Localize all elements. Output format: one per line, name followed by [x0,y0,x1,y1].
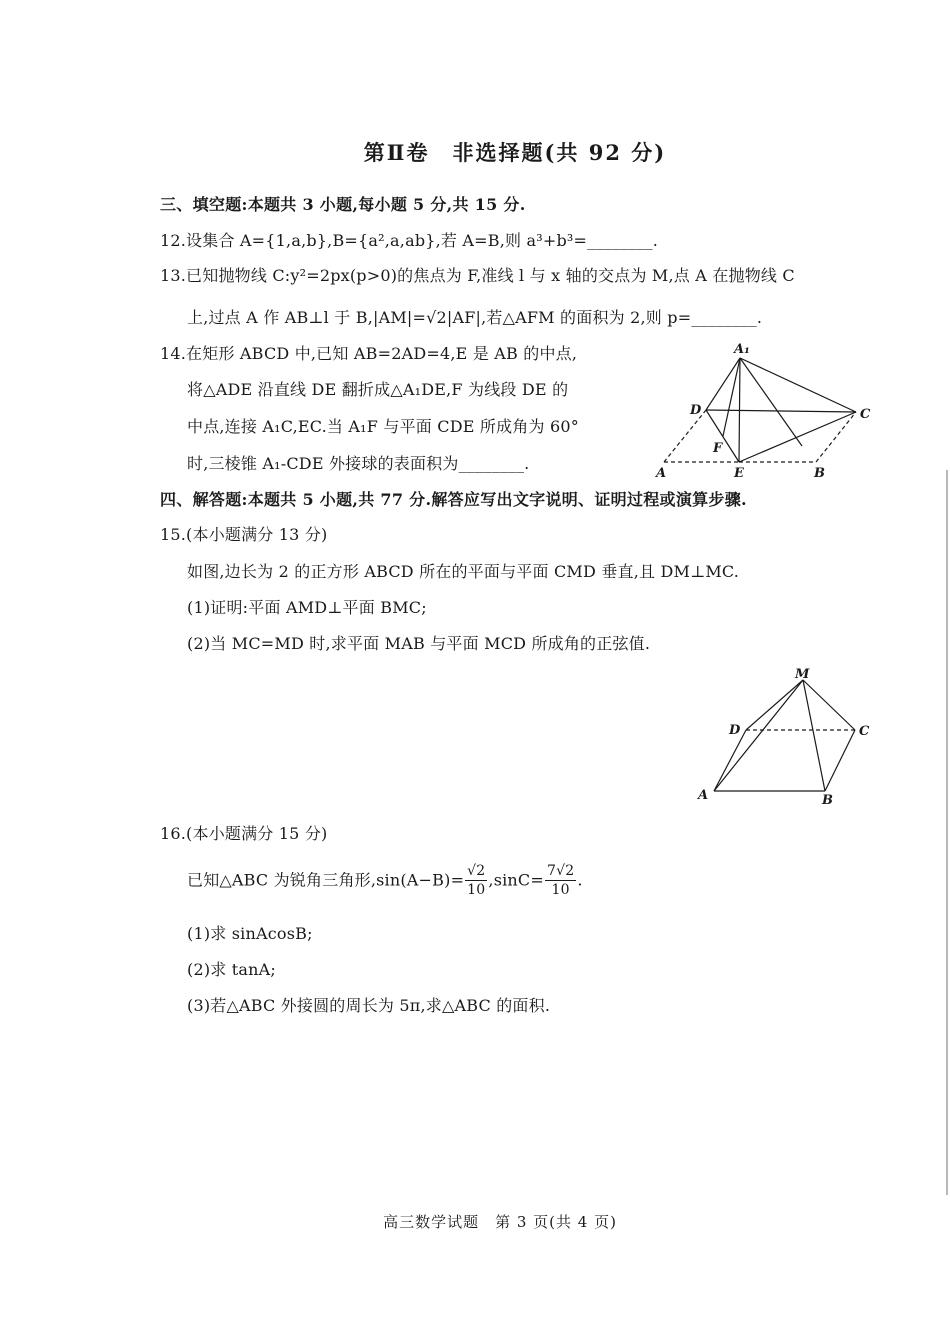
fig15-label-b: B [822,793,833,808]
fig15-label-c: C [859,724,870,739]
fig15-edge-mb [803,680,825,791]
question-14-line1: 14.在矩形 ABCD 中,已知 AB=2AD=4,E 是 AB 的中点, [160,344,578,363]
q16-frac2-numerator: 7√2 [546,863,575,879]
fig14-edge-de [706,410,739,462]
question-15-text: 如图,边长为 2 的正方形 ABCD 所在的平面与平面 CMD 垂直,且 DM⊥MC. [187,562,740,581]
q16-frac1-numerator: √2 [467,863,486,879]
fig14-edge-a1-mid [740,358,802,446]
fig15-edge-md [746,680,803,730]
fig14-edge-bc [816,412,856,462]
fig14-label-b: B [814,466,825,481]
fig14-label-e: E [734,466,744,481]
fig14-label-c: C [860,407,871,422]
fig14-edge-a1c [740,358,856,412]
question-13-line2: 上,过点 A 作 AB⊥l 于 B,|AM|=√2|AF|,若△AFM 的面积为 2,则 p=________. [187,308,763,327]
section4-heading: 四、解答题:本题共 5 小题,共 77 分.解答应写出文字说明、证明过程或演算步骤. [160,490,747,509]
q16-frac1-denominator: 10 [467,882,486,898]
question-16-part3: (3)若△ABC 外接圆的周长为 5π,求△ABC 的面积. [187,996,551,1015]
fig14-label-d: D [690,403,702,418]
question-14-line4: 时,三棱锥 A₁-CDE 外接球的表面积为________. [187,454,530,473]
question-15-part2: (2)当 MC=MD 时,求平面 MAB 与平面 MCD 所成角的正弦值. [187,634,651,653]
question-15-part1: (1)证明:平面 AMD⊥平面 BMC; [187,598,427,617]
figure-q15 [690,665,890,810]
fig14-edge-a1f [723,358,740,436]
fig14-label-f: F [713,441,723,456]
figure-q14 [650,338,890,483]
fig15-edge-bc [825,730,855,791]
fig14-label-a: A [656,466,667,481]
fig15-label-m: M [795,667,810,682]
fig15-edge-ma [714,680,803,791]
question-14-line2: 将△ADE 沿直线 DE 翻折成△A₁DE,F 为线段 DE 的 [187,380,569,399]
question-12: 12.设集合 A={1,a,b},B={a²,a,ab},若 A=B,则 a³+b³=________. [160,231,659,250]
fig15-edge-mc [803,680,855,730]
q16-fraction-2 [545,862,576,899]
page-edge-line [946,470,948,1195]
question-13-line1: 13.已知抛物线 C:y²=2px(p>0)的焦点为 F,准线 l 与 x 轴的交点为 M,点 A 在抛物线 C [160,266,795,285]
section3-heading: 三、填空题:本题共 3 小题,每小题 5 分,共 15 分. [160,195,526,214]
q16-text-mid: ,sinC= [488,870,544,890]
page-footer: 高三数学试题 第 3 页(共 4 页) [383,1213,617,1231]
section-title: 第Ⅱ卷 非选择题(共 92 分) [363,140,667,165]
fig14-label-a1: A₁ [734,342,750,357]
question-15-head: 15.(本小题满分 13 分) [160,525,328,544]
q16-text-after: . [577,870,583,890]
fig14-edge-a1e [739,358,740,462]
fig15-label-a: A [698,788,709,803]
question-16-part1: (1)求 sinAcosB; [187,924,313,943]
fig15-edge-ad [714,730,746,791]
fig15-label-d: D [729,723,741,738]
q16-text-before: 已知△ABC 为锐角三角形,sin(A−B)= [187,870,465,890]
fig14-edge-ec [739,412,856,462]
q16-frac2-denominator: 10 [551,882,570,898]
q16-fraction-1 [465,862,487,899]
question-16-part2: (2)求 tanA; [187,960,276,979]
question-16-text [187,862,583,899]
question-14-line3: 中点,连接 A₁C,EC.当 A₁F 与平面 CDE 所成角为 60° [187,417,579,436]
question-16-head: 16.(本小题满分 15 分) [160,824,328,843]
